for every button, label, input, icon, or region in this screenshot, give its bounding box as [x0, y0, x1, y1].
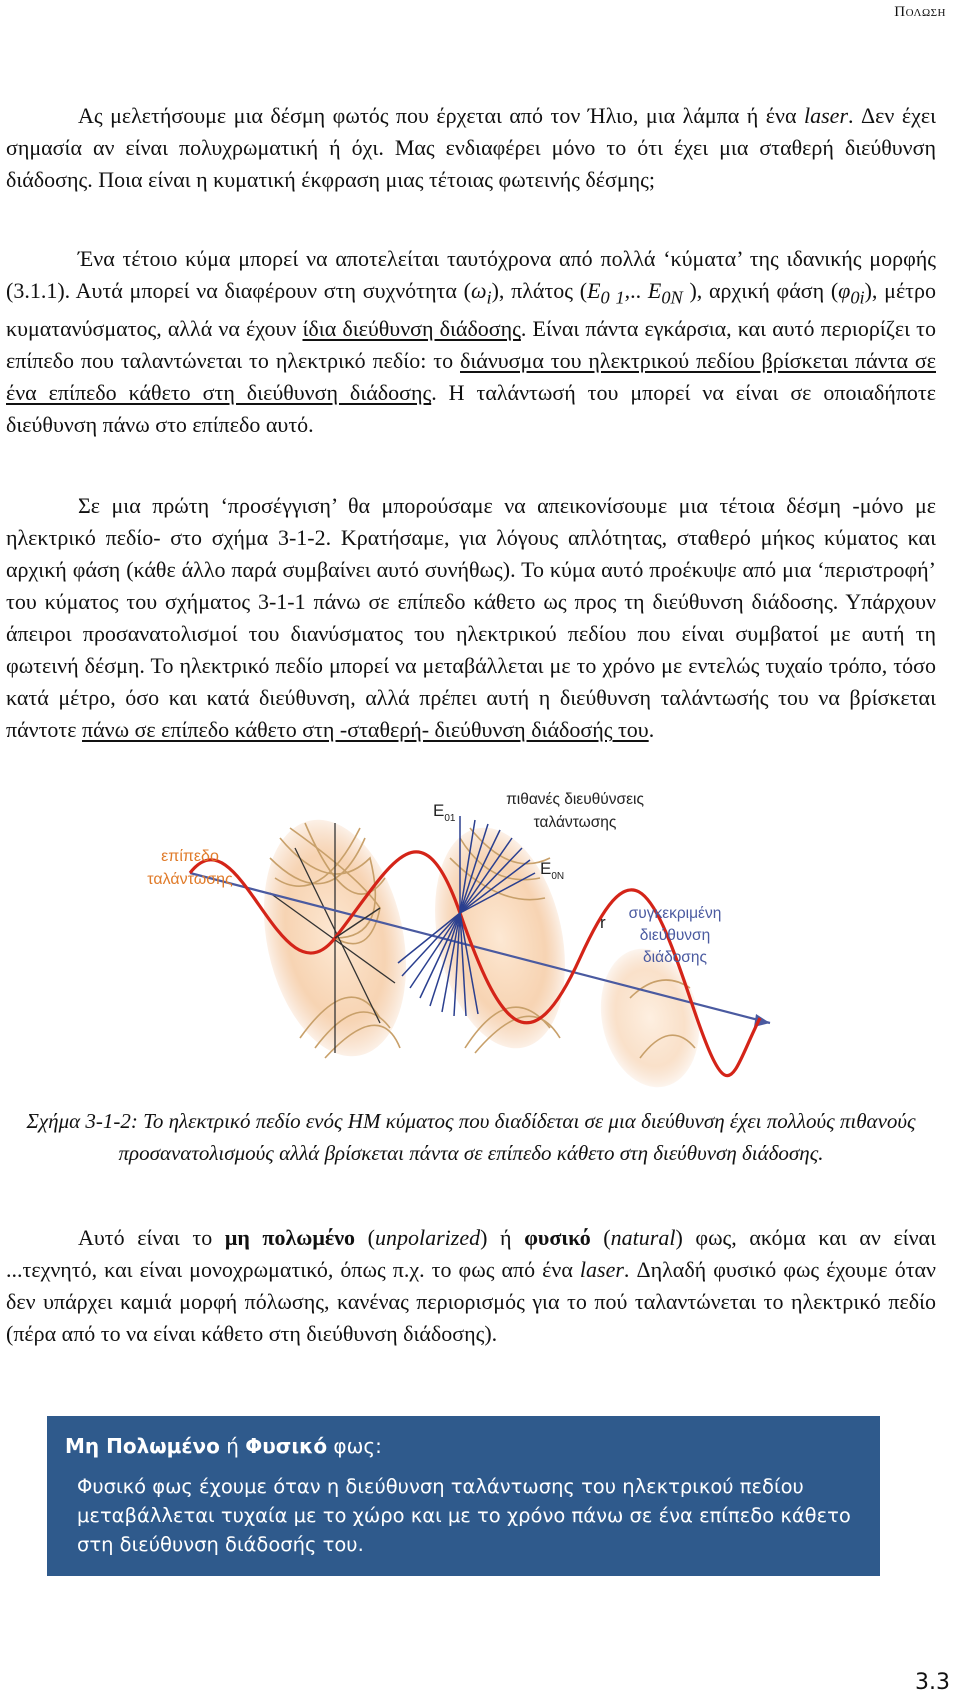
label-oscillation-plane-2: ταλάντωσης: [147, 871, 233, 888]
label-e0n: $E_{0N}$: [540, 859, 565, 882]
label-e01: $E_{01}$: [433, 801, 456, 824]
paragraph-figure-description: Σε μια πρώτη ‘προσέγγιση’ θα μπορούσαμε να απεικονίσουμε μια τέτοια δέσμη -μόνο με ηλεκτρικό πεδίο- στο σχήμα 3-1-2. Κρατήσαμε, για λόγους απλότητας, σταθερό μήκος κύματος και αρχική φάση (κάθε άλλο παρά συμβαίνει αυτό συνήθως). Το κύμα αυτό προέκυψε από μια ‘περιστροφή’ του κύματος του σχήματος 3-1-1 πάνω σε επίπεδο κάθετο ως προς τη διεύθυνση διάδοσης. Υπάρχουν άπειροι προσανατολισμοί του διανύσματος του ηλεκτρικού πεδίου που είναι συμβατοί με αυτή τη φωτεινή δέσμη. Το ηλεκτρικό πεδίο μπορεί να μεταβάλλεται με το χρόνο με εντελώς τυχαίο τρόπο, τόσο κατά μέτρο, όσο και κατά διεύθυνση, αλλά πρέπει αυτή η διεύθυνση ταλάντωσής του να βρίσκεται πάντοτε πάνω σε επίπεδο κάθετο στη -σταθερή- διεύθυνση διάδοσής του.: [6, 493, 936, 742]
label-propagation-3: διάδοσης: [643, 949, 707, 966]
definition-callout-box: [47, 1416, 880, 1576]
section-header: Πολωση: [894, 4, 946, 20]
paragraph-unpolarized-definition: Αυτό είναι το μη πολωμένο (unpolarized) ή φυσικό (natural) φως, ακόμα και αν είναι ...τεχνητό, και είναι μονοχρωματικό, όπως π.χ. το φως από ένα laser. Δηλαδή φυσικό φως έχουμε όταν δεν υπάρχει καμιά μορφή πόλωσης, κανένας περιορισμός για το πού ταλαντώνεται το ηλεκτρικό πεδίο (πέρα από το να είναι κάθετο στη διεύθυνση διάδοσης).: [6, 1225, 937, 1346]
label-propagation-1: συγκεκριμένη: [628, 905, 722, 922]
paragraph-intro: Ας μελετήσουμε μια δέσμη φωτός που έρχεται από τον Ήλιο, μια λάμπα ή ένα laser. Δεν έχει σημασία αν είναι πολυχρωματική ή όχι. Μας ενδιαφέρει μόνο το ότι έχει μια σταθερή διεύθυνση διάδοσης. Ποια είναι η κυματική έκφραση μιας τέτοιας φωτεινής δέσμης;: [6, 103, 936, 192]
label-possible-directions-1: πιθανές διευθύνσεις: [506, 791, 644, 808]
label-propagation-2: διεύθυνση: [639, 927, 711, 944]
page-number: 3.3: [915, 1670, 950, 1695]
callout-title: Μη Πολωμένο ή Φυσικό φως:: [65, 1434, 382, 1458]
label-possible-directions-2: ταλάντωσης: [533, 814, 617, 831]
paragraph-wave-components: Ένα τέτοιο κύμα μπορεί να αποτελείται ταυτόχρονα από πολλά ‘κύματα’ της ιδανικής μορφής (3.1.1). Αυτά μπορεί να διαφέρουν στη συχνότητα $(\omega_i)$, πλάτος ($E_{0 1}$,.. $E_{0N}$ ), αρχική φάση $(\varphi_{0i})$, μέτρο κυματανύσματος, αλλά να έχουν ίδια διεύθυνση διάδοσης. Είναι πάντα εγκάρσια, και αυτό περιορίζει το επίπεδο που ταλαντώνεται το ηλεκτρικό πεδίο: το διάνυσμα του ηλεκτρικού πεδίου βρίσκεται πάντα σε ένα επίπεδο κάθετο στη διεύθυνση διάδοσης. Η ταλάντωσή του μπορεί να είναι σε οποιαδήποτε διεύθυνση πάνω στο επίπεδο αυτό.: [6, 246, 937, 438]
figure-caption: Σχήμα 3-1-2: Το ηλεκτρικό πεδίο ενός ΗΜ κύματος που διαδίδεται σε μια διεύθυνση έχει πολλούς πιθανούς προσανατολισμούς αλλά βρίσκεται πάντα σε επίπεδο κάθετο στη διεύθυνση διάδοσης.: [26, 1109, 916, 1165]
unpolarized-wave-figure: [130, 791, 830, 1088]
label-r: r: [600, 913, 606, 932]
label-oscillation-plane-1: επίπεδο: [161, 848, 219, 865]
callout-body: Φυσικό φως έχουμε όταν η διεύθυνση ταλάντωσης του ηλεκτρικού πεδίου μεταβάλλεται τυχαία με το χώρο και με το χρόνο πάνω σε ένα επίπεδο κάθετο στη διεύθυνση διάδοσής του.: [77, 1475, 851, 1556]
